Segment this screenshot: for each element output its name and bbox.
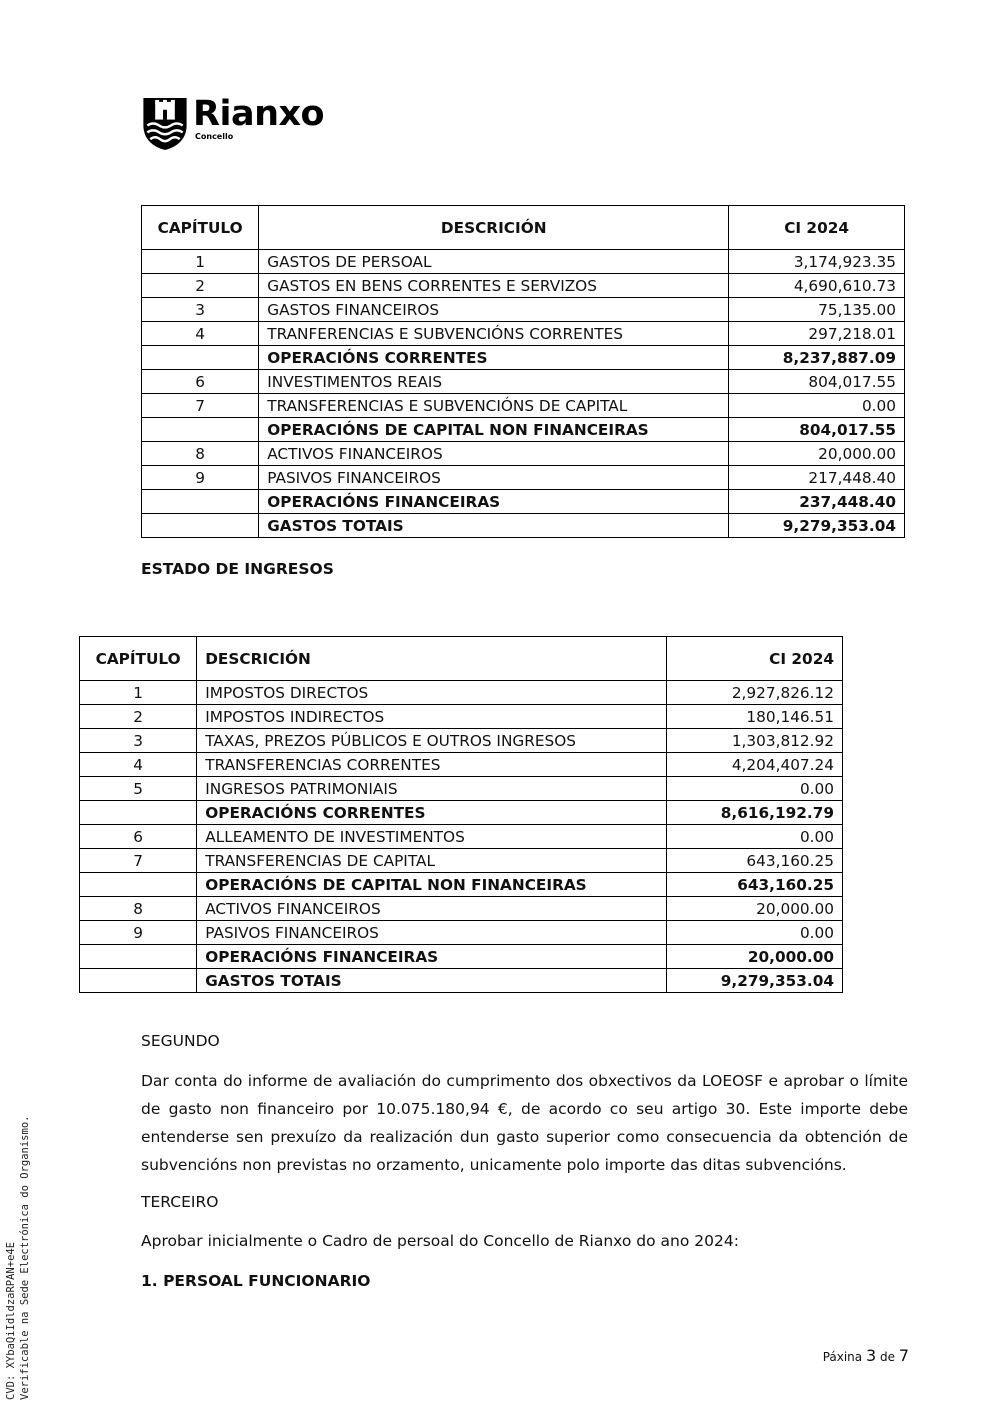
row-value: 8,237,887.09 — [729, 346, 905, 370]
table-row — [80, 897, 843, 921]
row-descricion: PASIVOS FINANCEIROS — [259, 466, 729, 490]
page-current: 3 — [865, 1346, 877, 1365]
table-row — [80, 777, 843, 801]
table-row — [142, 322, 905, 346]
table-row — [142, 514, 905, 538]
table-row — [142, 274, 905, 298]
row-descricion: ALLEAMENTO DE INVESTIMENTOS — [197, 825, 667, 849]
header-capitulo: CAPÍTULO — [80, 637, 197, 681]
row-descricion: ACTIVOS FINANCEIROS — [197, 897, 667, 921]
row-descricion: TRANSFERENCIAS E SUBVENCIÓNS DE CAPITAL — [259, 394, 729, 418]
row-value: 4,204,407.24 — [667, 753, 843, 777]
header-descricion: DESCRICIÓN — [197, 637, 667, 681]
row-capitulo — [80, 945, 197, 969]
header-ci-2024: CI 2024 — [729, 206, 905, 250]
row-capitulo: 7 — [142, 394, 259, 418]
table-header-row — [80, 637, 843, 681]
row-descricion: PASIVOS FINANCEIROS — [197, 921, 667, 945]
gastos-table — [141, 205, 905, 538]
row-descricion: IMPOSTOS DIRECTOS — [197, 681, 667, 705]
verification-code-line: CVD: XYbaQiIdldzaRPAN+e4E — [5, 1241, 17, 1400]
persoal-funcionario-heading: 1. PERSOAL FUNCIONARIO — [141, 1272, 371, 1290]
row-capitulo: 6 — [80, 825, 197, 849]
row-capitulo: 4 — [80, 753, 197, 777]
segundo-paragraph: Dar conta do informe de avaliación do cumprimento dos obxectivos da LOEOSF e aprobar o límite de gasto non financeiro por 10.075.180,94 €, de acordo co seu artigo 30. Este importe debe entenderse sen prexuízo da realización dun gasto superior como consecuencia da obtención de subvencións non previstas no orzamento, unicamente polo importe das ditas subvencións. — [141, 1072, 908, 1174]
row-value: 0.00 — [667, 777, 843, 801]
row-value: 8,616,192.79 — [667, 801, 843, 825]
logo-subtitle: Concello — [195, 132, 234, 141]
table-row — [80, 849, 843, 873]
table-row — [80, 681, 843, 705]
row-value: 75,135.00 — [729, 298, 905, 322]
table-row — [80, 825, 843, 849]
row-value: 804,017.55 — [729, 370, 905, 394]
row-value: 3,174,923.35 — [729, 250, 905, 274]
table-row — [142, 346, 905, 370]
row-descricion: GASTOS DE PERSOAL — [259, 250, 729, 274]
header-capitulo: CAPÍTULO — [142, 206, 259, 250]
row-value: 643,160.25 — [667, 849, 843, 873]
header-descricion: DESCRICIÓN — [259, 206, 729, 250]
row-value: 2,927,826.12 — [667, 681, 843, 705]
row-value: 20,000.00 — [667, 897, 843, 921]
page-label: Páxina — [822, 1350, 863, 1364]
table-row — [80, 729, 843, 753]
row-descricion: ACTIVOS FINANCEIROS — [259, 442, 729, 466]
row-descricion: GASTOS TOTAIS — [197, 969, 667, 993]
row-descricion: TRANSFERENCIAS DE CAPITAL — [197, 849, 667, 873]
table-row — [142, 490, 905, 514]
row-value: 0.00 — [729, 394, 905, 418]
row-value: 0.00 — [667, 921, 843, 945]
row-capitulo: 1 — [142, 250, 259, 274]
terceiro-paragraph: Aprobar inicialmente o Cadro de persoal do Concello de Rianxo do ano 2024: — [141, 1232, 739, 1250]
table-row — [80, 873, 843, 897]
table-row — [142, 418, 905, 442]
row-descricion: INVESTIMENTOS REAIS — [259, 370, 729, 394]
row-descricion: OPERACIÓNS FINANCEIRAS — [197, 945, 667, 969]
row-capitulo — [80, 969, 197, 993]
table-row — [80, 801, 843, 825]
table-row — [142, 466, 905, 490]
row-value: 297,218.01 — [729, 322, 905, 346]
row-value: 9,279,353.04 — [667, 969, 843, 993]
ingresos-title: ESTADO DE INGRESOS — [141, 560, 334, 578]
table-header-row — [142, 206, 905, 250]
row-capitulo: 9 — [80, 921, 197, 945]
row-capitulo — [80, 873, 197, 897]
row-capitulo: 4 — [142, 322, 259, 346]
row-capitulo: 5 — [80, 777, 197, 801]
row-capitulo: 7 — [80, 849, 197, 873]
table-row — [80, 753, 843, 777]
row-descricion: OPERACIÓNS CORRENTES — [259, 346, 729, 370]
terceiro-heading: TERCEIRO — [141, 1193, 219, 1211]
verification-code — [4, 1116, 32, 1400]
row-value: 180,146.51 — [667, 705, 843, 729]
row-descricion: TAXAS, PREZOS PÚBLICOS E OUTROS INGRESOS — [197, 729, 667, 753]
row-value: 217,448.40 — [729, 466, 905, 490]
table-row — [80, 705, 843, 729]
row-capitulo — [142, 514, 259, 538]
row-capitulo — [142, 346, 259, 370]
castle-shield-icon — [141, 96, 189, 151]
page-of: de — [879, 1350, 895, 1364]
row-capitulo: 6 — [142, 370, 259, 394]
logo-name: Rianxo — [193, 94, 325, 134]
row-descricion: OPERACIÓNS DE CAPITAL NON FINANCEIRAS — [259, 418, 729, 442]
row-capitulo: 3 — [142, 298, 259, 322]
row-capitulo: 2 — [80, 705, 197, 729]
header-ci-2024: CI 2024 — [667, 637, 843, 681]
ingresos-table — [79, 636, 843, 993]
row-value: 20,000.00 — [667, 945, 843, 969]
row-value: 9,279,353.04 — [729, 514, 905, 538]
row-capitulo: 1 — [80, 681, 197, 705]
concello-logo — [141, 96, 324, 152]
row-value: 4,690,610.73 — [729, 274, 905, 298]
row-value: 804,017.55 — [729, 418, 905, 442]
row-capitulo — [142, 418, 259, 442]
row-descricion: OPERACIÓNS DE CAPITAL NON FINANCEIRAS — [197, 873, 667, 897]
table-row — [80, 921, 843, 945]
row-value: 643,160.25 — [667, 873, 843, 897]
row-descricion: OPERACIÓNS CORRENTES — [197, 801, 667, 825]
verification-note-line: Verificable na Sede Electrónica do Organismo. — [19, 1115, 31, 1400]
row-value: 20,000.00 — [729, 442, 905, 466]
row-capitulo: 2 — [142, 274, 259, 298]
row-capitulo: 3 — [80, 729, 197, 753]
row-capitulo: 8 — [142, 442, 259, 466]
table-row — [142, 250, 905, 274]
row-capitulo: 9 — [142, 466, 259, 490]
table-row — [80, 945, 843, 969]
table-row — [142, 370, 905, 394]
row-descricion: OPERACIÓNS FINANCEIRAS — [259, 490, 729, 514]
row-capitulo — [142, 490, 259, 514]
row-descricion: GASTOS FINANCEIROS — [259, 298, 729, 322]
row-value: 1,303,812.92 — [667, 729, 843, 753]
segundo-heading: SEGUNDO — [141, 1032, 220, 1050]
row-descricion: IMPOSTOS INDIRECTOS — [197, 705, 667, 729]
row-capitulo — [80, 801, 197, 825]
row-value: 237,448.40 — [729, 490, 905, 514]
row-descricion: GASTOS TOTAIS — [259, 514, 729, 538]
table-row — [142, 442, 905, 466]
row-descricion: GASTOS EN BENS CORRENTES E SERVIZOS — [259, 274, 729, 298]
row-value: 0.00 — [667, 825, 843, 849]
page-total: 7 — [898, 1346, 909, 1365]
row-capitulo: 8 — [80, 897, 197, 921]
row-descricion: INGRESOS PATRIMONIAIS — [197, 777, 667, 801]
row-descricion: TRANFERENCIAS E SUBVENCIÓNS CORRENTES — [259, 322, 729, 346]
page-number — [823, 1346, 909, 1365]
table-row — [80, 969, 843, 993]
table-row — [142, 394, 905, 418]
row-descricion: TRANSFERENCIAS CORRENTES — [197, 753, 667, 777]
table-row — [142, 298, 905, 322]
